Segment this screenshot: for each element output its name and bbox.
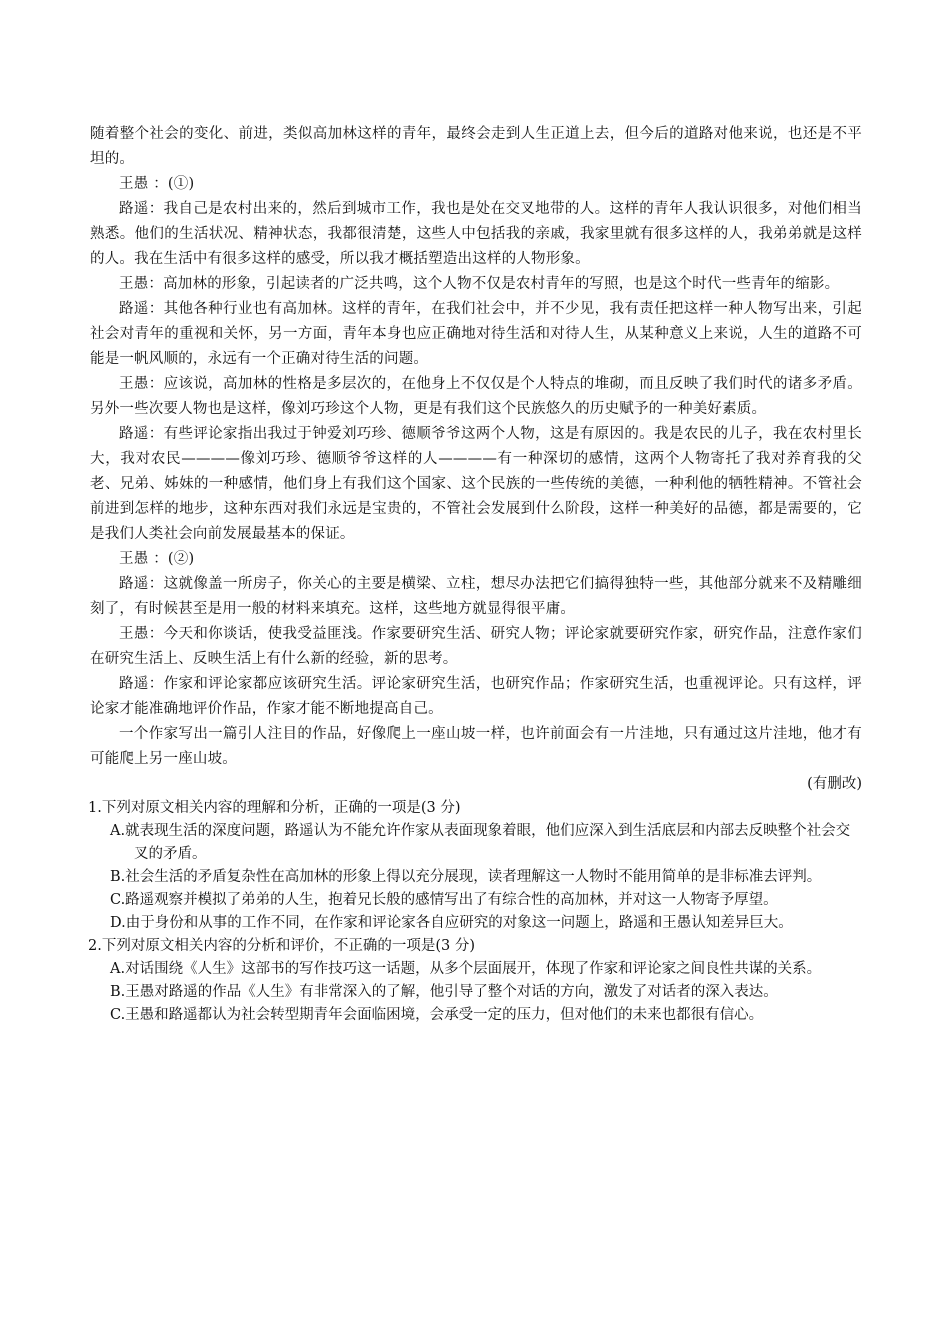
question-stem: 2.下列对原文相关内容的分析和评价，不正确的一项是(3 分) <box>88 938 475 954</box>
paragraph: 路遥：其他各种行业也有高加林。这样的青年，在我们社会中，并不少见，我有责任把这样一种人物写出来，引起社会对青年的重视和关怀，另一方面，青年本身也应正确地对待生活和对待人生，从某种意义上来说，人生的道路不可能是一帆风顺的，永远有一个正确对待生活的问题。 <box>90 301 862 367</box>
option-c <box>110 1004 862 1027</box>
option-text: A.就表现生活的深度问题，路遥认为不能允许作家从表面现象着眼，他们应深入到生活底层和内部去反映整个社会交叉的矛盾。 <box>110 823 851 862</box>
paragraph: 王愚 ：(②) <box>119 551 195 567</box>
question-2 <box>90 935 862 1027</box>
paragraph: 路遥：有些评论家指出我过于钟爱刘巧珍、德顺爷爷这两个人物，这是有原因的。我是农民的儿子，我在农村里长大，我对农民————像刘巧珍、德顺爷爷这样的人————有一种深切的感情，这两个人物寄托了我对养育我的父老、兄弟、姊妹的一种感情，他们身上有我们这个国家、这个民族的一些传统的美德，一种利他的牺牲精神。不管社会前进到怎样的地步，这种东西对我们永远是宝贵的，不管社会发展到什么阶段，这样一种美好的品德，都是需要的，它是我们人类社会向前发展最基本的保证。 <box>90 426 862 542</box>
option-text: C.路遥观察并模拟了弟弟的人生，抱着兄长般的感情写出了有综合性的高加林，并对这一人物寄予厚望。 <box>110 892 778 908</box>
option-a <box>110 820 862 866</box>
paragraph: 王愚：高加林的形象，引起读者的广泛共鸣，这个人物不仅是农村青年的写照，也是这个时代一些青年的缩影。 <box>119 276 840 292</box>
paragraph: 王愚：应该说，高加林的性格是多层次的，在他身上不仅仅是个人特点的堆砌，而且反映了我们时代的诸多矛盾。另外一些次要人物也是这样，像刘巧珍这个人物，更是有我们这个民族悠久的历史赋予的一种美好素质。 <box>90 376 862 417</box>
option-a <box>110 958 862 981</box>
option-text: C.王愚和路遥都认为社会转型期青年会面临困境，会承受一定的压力，但对他们的未来也都很有信心。 <box>110 1007 764 1023</box>
option-text: D.由于身份和从事的工作不同，在作家和评论家各自应研究的对象这一问题上，路遥和王愚认知差异巨大。 <box>110 915 793 931</box>
option-b <box>110 981 862 1004</box>
option-c <box>110 889 862 912</box>
question-stem: 1.下列对原文相关内容的理解和分析，正确的一项是(3 分) <box>88 800 461 816</box>
option-text: A.对话围绕《人生》这部书的写作技巧这一话题，从多个层面展开，体现了作家和评论家之间良性共谋的关系。 <box>110 961 822 977</box>
paragraph: 路遥：作家和评论家都应该研究生活。评论家研究生活，也研究作品；作家研究生活，也重视评论。只有这样，评论家才能准确地评价作品，作家才能不断地提高自己。 <box>90 676 862 717</box>
question-1 <box>90 797 862 935</box>
paragraph: 路遥：我自己是农村出来的，然后到城市工作，我也是处在交叉地带的人。这样的青年人我认识很多，对他们相当熟悉。他们的生活状况、精神状态，我都很清楚，这些人中包括我的亲戚，我家里就有很多这样的人，我弟弟就是这样的人。我在生活中有很多这样的感受，所以我才概括塑造出这样的人物形象。 <box>90 201 862 267</box>
paragraph: 王愚：今天和你谈话，使我受益匪浅。作家要研究生活、研究人物；评论家就要研究作家，研究作品，注意作家们在研究生活上、反映生活上有什么新的经验，新的思考。 <box>90 626 862 667</box>
paragraph: 随着整个社会的变化、前进，类似高加林这样的青年，最终会走到人生正道上去，但今后的道路对他来说，也还是不平坦的。 <box>90 126 862 167</box>
option-text: B.社会生活的矛盾复杂性在高加林的形象上得以充分展现，读者理解这一人物时不能用简单的是非标准去评判。 <box>110 869 822 885</box>
option-d <box>110 912 862 935</box>
paragraph: 一个作家写出一篇引人注目的作品，好像爬上一座山坡一样，也许前面会有一片洼地，只有通过这片洼地，他才有可能爬上另一座山坡。 <box>90 726 862 767</box>
option-text: B.王愚对路遥的作品《人生》有非常深入的了解，他引导了整个对话的方向，激发了对话者的深入表达。 <box>110 984 778 1000</box>
paragraph: 路遥：这就像盖一所房子，你关心的主要是横梁、立柱，想尽办法把它们搞得独特一些，其他部分就来不及精雕细刻了，有时候甚至是用一般的材料来填充。这样，这些地方就显得很平庸。 <box>90 576 862 617</box>
option-b <box>110 866 862 889</box>
passage <box>90 122 862 797</box>
document-page <box>90 122 862 1027</box>
source-note: (有删改) <box>807 776 862 792</box>
paragraph: 王愚 ：(①) <box>119 176 195 192</box>
